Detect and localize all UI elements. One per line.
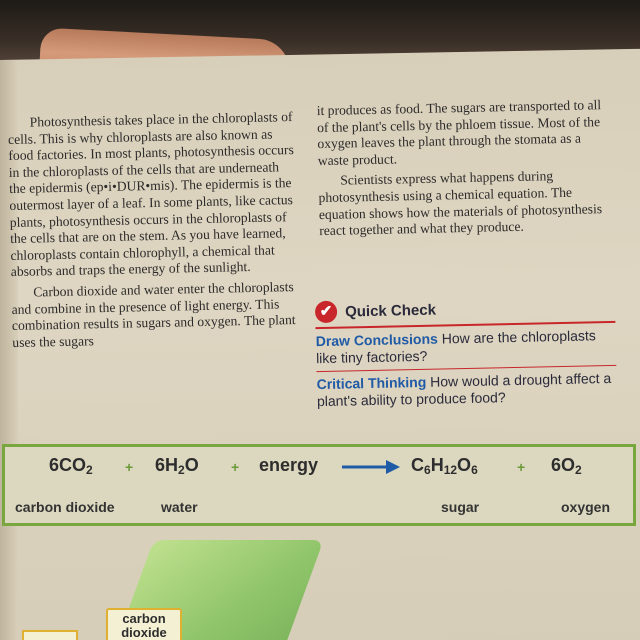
term-sugar: [411, 455, 478, 477]
paragraph-photosynthesis-location: Photosynthesis takes place in the chloroplasts of cells. This is why chloroplasts are also known as food factories. In most plants, photosynthesis occurs in the chloroplasts of the cells that are underneath the epidermis (ep•i•DUR•mis). The epidermis is the outermost layer of a leaf. In some plants, like cactus plants, photosynthesis occurs in the chloroplasts of the cells that are on the stem. As you have learned, chloroplasts contain chlorophyll, a chemical that absorbs and traps the energy of the sunlight.: [7, 109, 294, 280]
formula-h2o: 6H: [155, 455, 179, 475]
paragraph-sugars-transport: it produces as food. The sugars are transported to all of the plant's cells by the phloem tissue. Most of the oxygen leaves the plant through the stomata as a waste product.: [316, 97, 602, 168]
diagram-label-line: carbon: [122, 611, 166, 626]
diagram-label-line: dioxide: [121, 625, 167, 640]
subscript: 2: [178, 463, 185, 477]
subscript: 12: [443, 463, 458, 477]
subscript: 6: [471, 463, 478, 477]
formula-o2: 6O: [551, 455, 576, 475]
question-text: How would a drought affect a plant's ability to produce food?: [316, 369, 612, 410]
diagram-label-carbon-dioxide: [106, 608, 182, 640]
reaction-arrow-icon: [342, 459, 400, 475]
question-text: How are the chloroplasts like tiny factories?: [315, 327, 596, 367]
formula-c: C: [411, 455, 424, 475]
question-lead: Draw Conclusions: [315, 330, 439, 350]
photosynthesis-equation: [2, 444, 636, 526]
paragraph-carbon-dioxide-water: Carbon dioxide and water enter the chloroplasts and combine in the presence of light energy. This combination results in sugars and oxygen. The plant uses the sugars: [11, 279, 296, 350]
checkmark-icon: ✔: [315, 301, 337, 323]
subscript: 6: [424, 463, 431, 477]
formula-co2: 6CO: [49, 455, 87, 475]
plus-sign: +: [125, 459, 134, 475]
diagram-label-partial: [22, 630, 78, 640]
term-carbon-dioxide: [49, 455, 93, 477]
formula-h2o-tail: O: [184, 455, 199, 475]
quick-check-box: [315, 295, 617, 410]
label-oxygen: oxygen: [561, 499, 611, 515]
right-text-column: [317, 97, 616, 240]
label-water: water: [161, 499, 198, 515]
formula-h: H: [430, 455, 444, 475]
formula-o: O: [457, 455, 472, 475]
label-carbon-dioxide: carbon dioxide: [15, 499, 115, 515]
subscript: 2: [86, 463, 93, 477]
term-energy: energy: [259, 455, 319, 475]
term-oxygen: [551, 455, 582, 477]
term-water: [155, 455, 199, 477]
quick-check-title: Quick Check: [344, 301, 437, 321]
left-text-column: [8, 109, 301, 351]
plus-sign: +: [231, 459, 240, 475]
question-critical-thinking: [316, 370, 617, 410]
plus-sign: +: [517, 459, 526, 475]
label-sugar: sugar: [441, 499, 480, 515]
question-lead: Critical Thinking: [316, 373, 427, 393]
question-draw-conclusions: [316, 327, 617, 367]
subscript: 2: [575, 463, 582, 477]
paragraph-chemical-equation: Scientists express what happens during photosynthesis using a chemical equation. The equation shows how the materials of photosynthesis react together and what they produce.: [318, 168, 603, 239]
